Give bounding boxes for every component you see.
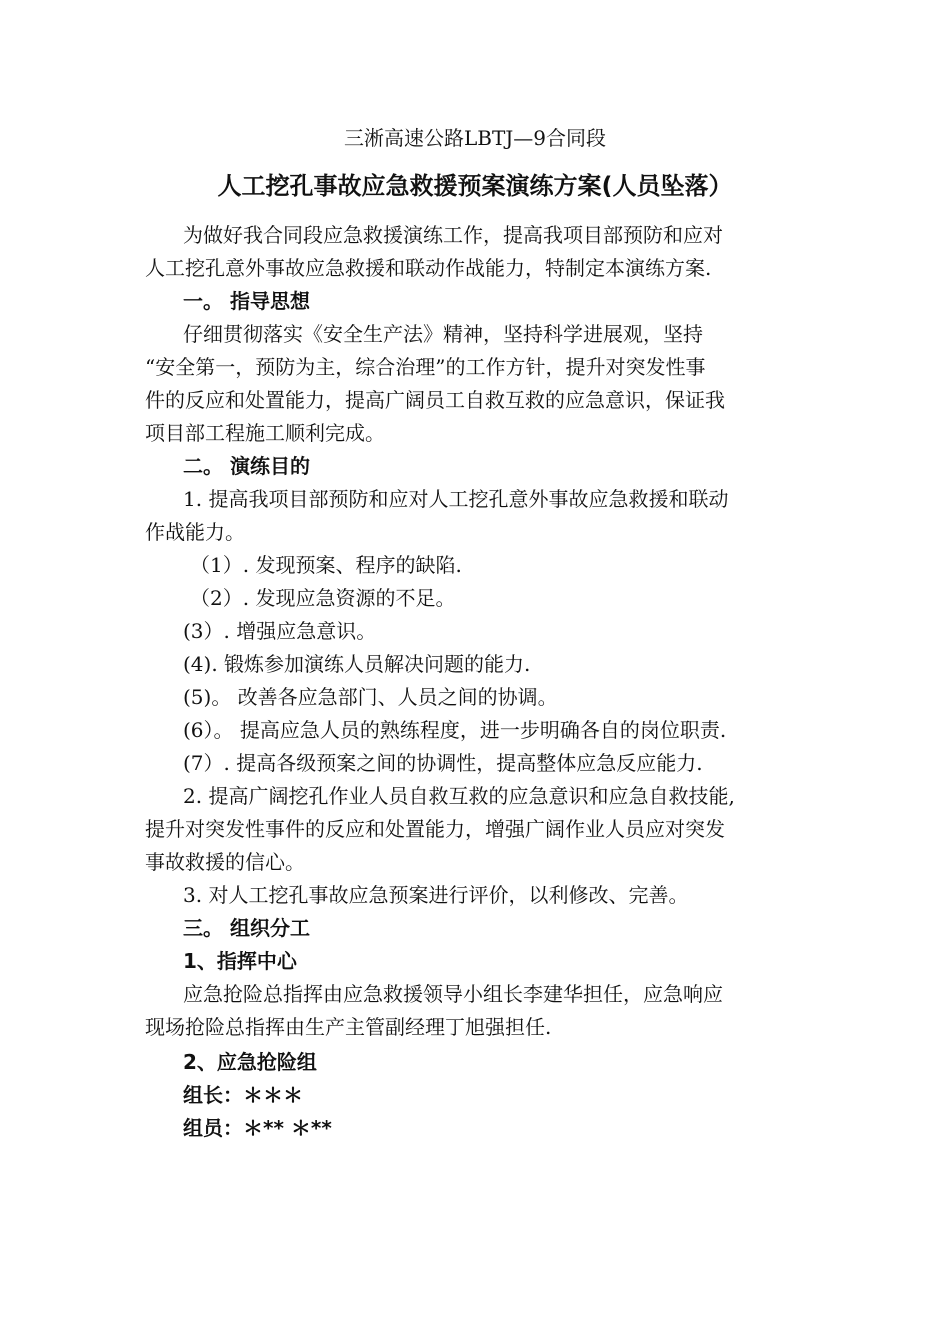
list-item: (3）. 增强应急意识。 bbox=[183, 619, 377, 643]
paragraph-line: 仔细贯彻落实《安全生产法》精神，坚持科学进展观，坚持 bbox=[183, 322, 703, 346]
paragraph-line: 1. 提高我项目部预防和应对人工挖孔意外事故应急救援和联动 bbox=[183, 487, 729, 511]
paragraph-line: 事故救援的信心。 bbox=[145, 850, 305, 874]
paragraph-line: 现场抢险总指挥由生产主管副经理丁旭强担任. bbox=[145, 1015, 552, 1039]
section-heading: 三。 组织分工 bbox=[183, 916, 310, 940]
list-item: (5)。 改善各应急部门、人员之间的协调。 bbox=[183, 685, 558, 709]
document-title: 人工挖孔事故应急救援预案演练方案(人员坠落） bbox=[217, 172, 733, 200]
paragraph-line: 件的反应和处置能力，提高广阔员工自救互救的应急意识，保证我 bbox=[145, 388, 725, 412]
section-heading: 二。 演练目的 bbox=[183, 454, 310, 478]
paragraph-line: 项目部工程施工顺利完成。 bbox=[145, 421, 385, 445]
list-item: （1）. 发现预案、程序的缺陷. bbox=[190, 553, 462, 577]
list-item: (4). 锻炼参加演练人员解决问题的能力. bbox=[183, 652, 531, 676]
paragraph-line: 人工挖孔意外事故应急救援和联动作战能力，特制定本演练方案. bbox=[145, 256, 712, 280]
paragraph-line: 2. 提高广阔挖孔作业人员自救互救的应急意识和应急自救技能, bbox=[183, 784, 735, 808]
list-item: (7）. 提高各级预案之间的协调性，提高整体应急反应能力. bbox=[183, 751, 703, 775]
paragraph-line: 作战能力。 bbox=[145, 520, 245, 544]
section-heading: 一。 指导思想 bbox=[183, 289, 310, 313]
paragraph-line: 3. 对人工挖孔事故应急预案进行评价，以利修改、完善。 bbox=[183, 883, 689, 907]
document-subtitle: 三淅高速公路LBTJ—9合同段 bbox=[343, 126, 607, 150]
list-item: (6）。 提高应急人员的熟练程度，进一步明确各自的岗位职责. bbox=[183, 718, 727, 742]
subsection-heading: 1、指挥中心 bbox=[183, 949, 297, 973]
team-leader-line: 组长：＊＊＊ bbox=[183, 1083, 303, 1107]
team-members-line: 组员：＊** ＊** bbox=[183, 1116, 332, 1140]
paragraph-line: “安全第一，预防为主，综合治理”的工作方针，提升对突发性事 bbox=[145, 355, 706, 379]
list-item: （2）. 发现应急资源的不足。 bbox=[190, 586, 456, 610]
subsection-heading: 2、应急抢险组 bbox=[183, 1050, 317, 1074]
paragraph-line: 提升对突发性事件的反应和处置能力，增强广阔作业人员应对突发 bbox=[145, 817, 725, 841]
paragraph-line: 应急抢险总指挥由应急救援领导小组长李建华担任，应急响应 bbox=[183, 982, 723, 1006]
paragraph-line: 为做好我合同段应急救援演练工作，提高我项目部预防和应对 bbox=[183, 223, 723, 247]
